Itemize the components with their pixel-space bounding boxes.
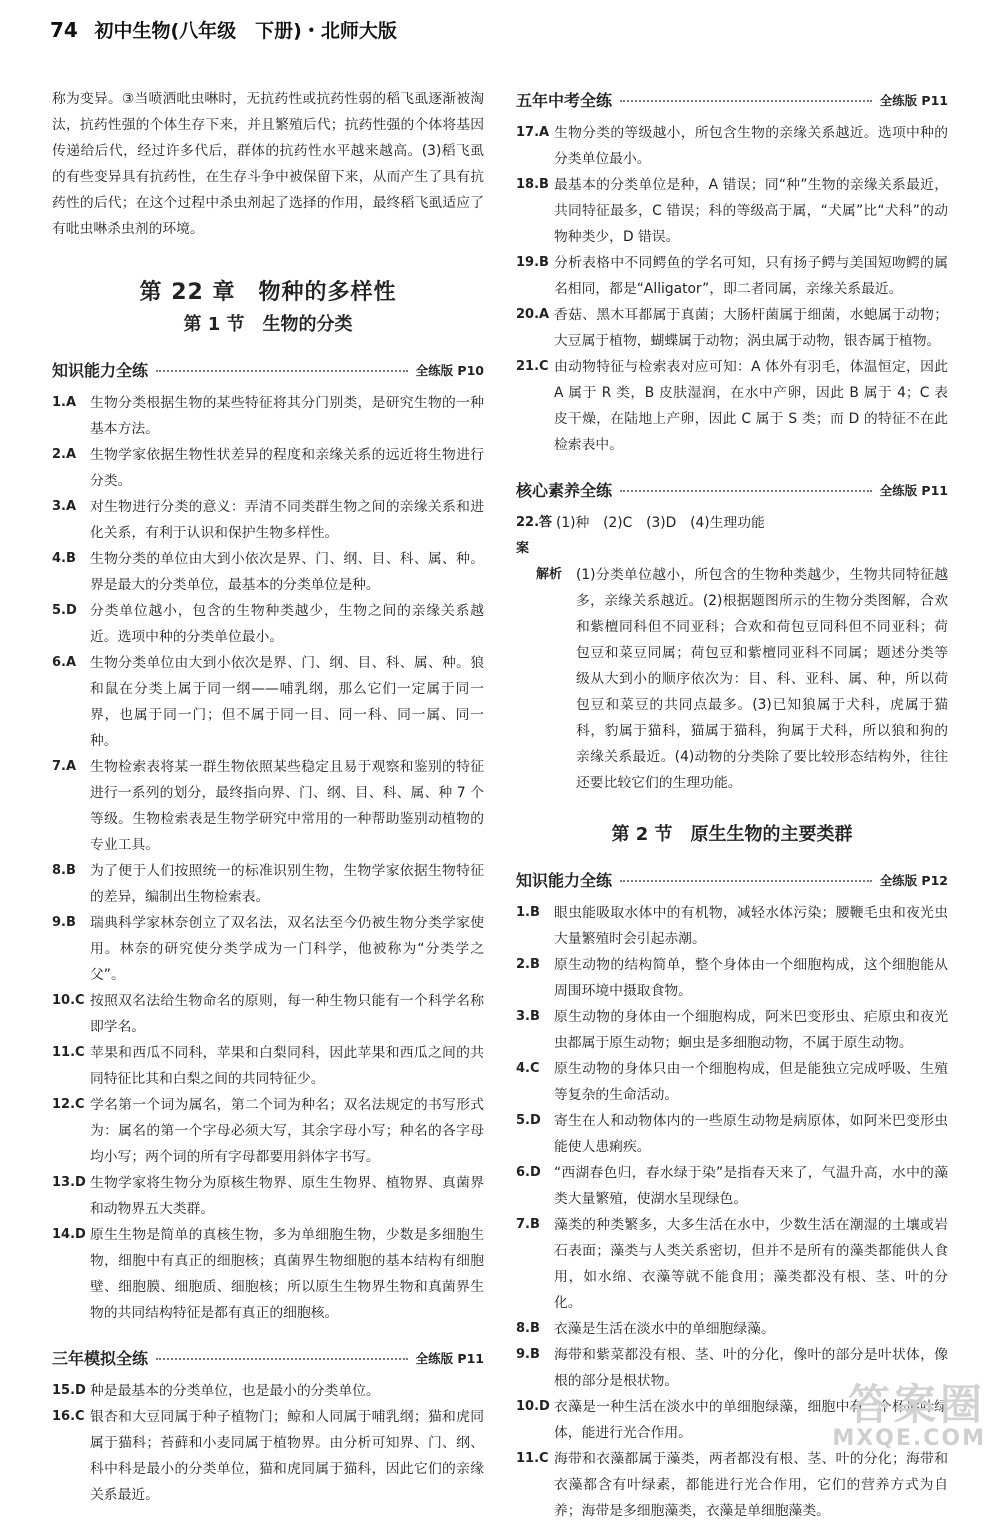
analysis-text: (1)分类单位越小，所包含的生物种类越少，生物共同特征越多，亲缘关系越近。(2)根据题图所示的生物分类图解，合欢和紫檀同科但不同亚科；合欢和荷包豆同科但不同亚科；荷包豆和菜豆同属；荷包豆和紫檀同亚科不同属；题述分类等级从大到小的顺序依次为：目、科、亚科、属、种，所以荷包豆和菜豆的共同点最多。(3)已知狼属于犬科，虎属于猫科，豹属于猫科，猫属于猫科，狗属于犬科，所以狼和狗的亲缘关系最近。(4)动物的分类除了要比较形态结构外，往往还要比较它们的生理功能。 <box>576 567 948 791</box>
answer-text: 分类单位越小，包含的生物种类越少，生物之间的亲缘关系越近。选项中种的分类单位最小。 <box>90 603 484 645</box>
answer-text: 生物分类的单位由大到小依次是界、门、纲、目、科、属、种。界是最大的分类单位，最基本的分类单位是种。 <box>90 551 484 593</box>
answer-number: 6.A <box>52 655 77 670</box>
answer-text: 生物检索表将某一群生物依照某些稳定且易于观察和鉴别的特征进行一系列的划分，最终指向界、门、纲、目、科、属、种 7 个等级。生物检索表是生物学研究中常用的一种帮助鉴别动植物的专业工具。 <box>90 759 484 853</box>
answer-number: 14.D <box>52 1227 86 1242</box>
answer-text: 原生动物的身体由一个细胞构成，阿米巴变形虫、疟原虫和夜光虫都属于原生动物；蛔虫是多细胞动物，不属于原生动物。 <box>554 1009 948 1051</box>
watermark-logo: 答案圈 <box>847 1380 986 1429</box>
dotted-leader <box>620 880 872 882</box>
answer-number: 2.B <box>516 957 540 972</box>
answer-item <box>516 1316 948 1342</box>
answer-number: 9.B <box>516 1347 540 1362</box>
answer-item <box>516 952 948 1004</box>
section-bar <box>516 866 948 896</box>
answer-number: 1.A <box>52 395 77 410</box>
answer-item <box>52 494 484 546</box>
answer-list <box>52 390 484 1326</box>
answer-number: 19.B <box>516 255 549 270</box>
right-column <box>516 86 948 1524</box>
dotted-leader <box>156 1358 408 1360</box>
answer-text: 寄生在人和动物体内的一些原生动物是病原体，如阿米巴变形虫能使人患痢疾。 <box>554 1113 948 1155</box>
answer-text: 瑞典科学家林奈创立了双名法，双名法至今仍被生物分类学家使用。林奈的研究使分类学成为一门科学，他被称为“分类学之父”。 <box>90 915 484 983</box>
answer-text: 原生生物是简单的真核生物，多为单细胞生物，少数是多细胞生物，细胞中有真正的细胞核；真菌界生物细胞的基本结构有细胞壁、细胞膜、细胞质、细胞核；所以原生生物界生物和真菌界生物的共同结构特征是都有真正的细胞核。 <box>90 1227 484 1321</box>
watermark-url: MXQE.COM <box>832 1426 986 1451</box>
answer-number: 13.D <box>52 1175 86 1190</box>
answer-text: 藻类的种类繁多，大多生活在水中，少数生活在潮湿的土壤或岩石表面；藻类与人类关系密切，但并不是所有的藻类都能供人食用，如水绵、衣藻等就不能食用；藻类都没有根、茎、叶的分化。 <box>554 1217 948 1311</box>
answer-text: “西湖春色归，春水绿于染”是指春天来了，气温升高，水中的藻类大量繁殖，使湖水呈现绿色。 <box>554 1165 948 1207</box>
bar-title: 知识能力全练 <box>52 361 149 380</box>
answer-text: 眼虫能吸取水体中的有机物，减轻水体污染；腰鞭毛虫和夜光虫大量繁殖时会引起赤潮。 <box>554 905 948 947</box>
answer-text: 学名第一个词为属名，第二个词为种名；双名法规定的书写形式为：属名的第一个字母必须大写，其余字母小写；种名的各字母均小写；两个词的所有字母都要用斜体字书写。 <box>90 1097 484 1165</box>
answer-number: 7.B <box>516 1217 540 1232</box>
section-bar <box>52 1344 484 1374</box>
answer-item <box>516 120 948 172</box>
chapter-title: 第 22 章 物种的多样性 <box>139 280 397 305</box>
answer-item <box>516 302 948 354</box>
answer-text: 最基本的分类单位是种，A 错误；同“种”生物的亲缘关系最近，共同特征最多，C 错误；科的等级高于属，“犬属”比“犬科”的动物种类少，D 错误。 <box>554 177 948 245</box>
answer-text: 海带和紫菜都没有根、茎、叶的分化，像叶的部分是叶状体，像根的部分是根状物。 <box>554 1347 948 1389</box>
answer-item <box>52 390 484 442</box>
answer-number: 16.C <box>52 1409 85 1424</box>
answer-list <box>516 120 948 458</box>
answer-number: 5.D <box>52 603 77 618</box>
section-bar <box>516 476 948 506</box>
answer-item <box>52 858 484 910</box>
answer-number: 6.D <box>516 1165 541 1180</box>
answer-item <box>52 1378 484 1404</box>
analysis-label: 解析 <box>536 567 563 582</box>
answer-item <box>52 1040 484 1092</box>
answer-number: 4.C <box>516 1061 540 1076</box>
dotted-leader <box>156 370 408 372</box>
answer-number: 8.B <box>516 1321 540 1336</box>
answer-number: 11.C <box>516 1451 549 1466</box>
answer-number: 9.B <box>52 915 76 930</box>
answer-item <box>52 1222 484 1326</box>
bar-title: 五年中考全练 <box>516 91 613 110</box>
answer-number: 2.A <box>52 447 77 462</box>
answer-text: 香菇、黑木耳都属于真菌；大肠杆菌属于细菌，水螅属于动物；大豆属于植物，蝴蝶属于动物；涡虫属于动物，银杏属于植物。 <box>554 307 948 349</box>
answer-text: 分析表格中不同鳄鱼的学名可知，只有扬子鳄与美国短吻鳄的属名相同，都是“Alligator”，即二者同属，亲缘关系最近。 <box>554 255 948 297</box>
answer-number: 12.C <box>52 1097 85 1112</box>
answer-text: 为了便于人们按照统一的标准识别生物，生物学家依据生物特征的差异，编制出生物检索表。 <box>90 863 484 905</box>
answer-number: 4.B <box>52 551 76 566</box>
answer-item <box>516 1056 948 1108</box>
answer-item <box>52 442 484 494</box>
answer-text: 生物分类根据生物的某些特征将其分门别类，是研究生物的一种基本方法。 <box>90 395 484 437</box>
page-header <box>50 16 397 43</box>
answer-item <box>516 172 948 250</box>
answer-item <box>52 598 484 650</box>
answer-item-22 <box>516 510 948 562</box>
bar-page-ref: 全练版 P12 <box>879 873 948 888</box>
section-bar <box>516 86 948 116</box>
answer-text: 生物学家依据生物性状差异的程度和亲缘关系的远近将生物进行分类。 <box>90 447 484 489</box>
bar-title: 核心素养全练 <box>516 481 613 500</box>
answer-number: 20.A <box>516 307 550 322</box>
answer-number: 3.A <box>52 499 77 514</box>
answer-item <box>516 1160 948 1212</box>
answer-number: 3.B <box>516 1009 540 1024</box>
answer-item <box>52 650 484 754</box>
bar-title: 知识能力全练 <box>516 871 613 890</box>
section-title: 第 2 节 原生生物的主要类群 <box>611 824 853 845</box>
answer-item <box>516 1004 948 1056</box>
answer-text: 由动物特征与检索表对应可知：A 体外有羽毛，体温恒定，因此 A 属于 R 类，B 皮肤湿润，在水中产卵，因此 B 属于 4；C 表皮干燥，在陆地上产卵，因此 C 属于 S 类；而 D 的特征不在此检索表中。 <box>554 359 948 453</box>
answer-number: 1.B <box>516 905 540 920</box>
answer-number: 21.C <box>516 359 549 374</box>
answer-text: 苹果和西瓜不同科，苹果和白梨同科，因此苹果和西瓜之间的共同特征比其和白梨之间的共同特征少。 <box>90 1045 484 1087</box>
answer-text: 按照双名法给生物命名的原则，每一种生物只能有一个科学名称即学名。 <box>90 993 484 1035</box>
answer-item <box>52 754 484 858</box>
answer-text: 生物分类单位由大到小依次是界、门、纲、目、科、属、种。狼和鼠在分类上属于同一纲——哺乳纲，那么它们一定属于同一界，也属于同一门；但不属于同一目、同一科、同一属、同一种。 <box>90 655 484 749</box>
answer-text: 生物学家将生物分为原核生物界、原生生物界、植物界、真菌界和动物界五大类群。 <box>90 1175 484 1217</box>
answer-item <box>516 1446 948 1524</box>
answer-item <box>52 1170 484 1222</box>
answer-number: 10.C <box>52 993 85 1008</box>
bar-page-ref: 全练版 P11 <box>879 483 948 498</box>
answer-list <box>52 1378 484 1508</box>
bar-title: 三年模拟全练 <box>52 1349 149 1368</box>
bar-page-ref: 全练版 P11 <box>879 93 948 108</box>
answer-number: 18.B <box>516 177 549 192</box>
answer-item <box>516 900 948 952</box>
watermark <box>832 1380 986 1451</box>
answer-item <box>516 1212 948 1316</box>
bar-page-ref: 全练版 P11 <box>415 1351 484 1366</box>
answer-text: 原生动物的身体只由一个细胞构成，但是能独立完成呼吸、生殖等复杂的生命活动。 <box>554 1061 948 1103</box>
answer-text: 生物分类的等级越小，所包含生物的亲缘关系越近。选项中种的分类单位最小。 <box>554 125 948 167</box>
section-title: 第 1 节 生物的分类 <box>183 314 353 335</box>
answer-text: 衣藻是生活在淡水中的单细胞绿藻。 <box>554 1321 775 1337</box>
dotted-leader <box>620 100 872 102</box>
intro-paragraph: 称为变异。③当喷洒吡虫啉时，无抗药性或抗药性弱的稻飞虱逐渐被淘汰，抗药性强的个体生存下来，并且繁殖后代；抗药性强的个体将基因传递给后代，经过许多代后，群体的抗药性水平越来越高。(3)稻飞虱的有些变异具有抗药性，在生存斗争中被保留下来，从而产生了具有抗药性的后代；在这个过程中杀虫剂起了选择的作用，最终稻飞虱适应了有吡虫啉杀虫剂的环境。 <box>52 91 484 237</box>
page-number: 74 <box>50 18 78 42</box>
answer-number: 17.A <box>516 125 550 140</box>
section-bar <box>52 356 484 386</box>
answer-item <box>516 354 948 458</box>
answer-number: 10.D <box>516 1399 550 1414</box>
answer-number: 15.D <box>52 1383 86 1398</box>
answer-number: 7.A <box>52 759 77 774</box>
analysis-item-22 <box>516 562 948 796</box>
answer-text: 原生动物的结构简单，整个身体由一个细胞构成，这个细胞能从周围环境中摄取食物。 <box>554 957 948 999</box>
answer-text: 海带和衣藻都属于藻类，两者都没有根、茎、叶的分化；海带和衣藻都含有叶绿素，都能进行光合作用，它们的营养方式为自养；海带是多细胞藻类，衣藻是单细胞藻类。 <box>554 1451 948 1519</box>
answer-text: 衣藻是一种生活在淡水中的单细胞绿藻，细胞中有一个杯形叶绿体，能进行光合作用。 <box>554 1399 948 1441</box>
answer-number: 22.答案 <box>516 515 553 556</box>
answer-number: 5.D <box>516 1113 541 1128</box>
answer-text: 对生物进行分类的意义：弄清不同类群生物之间的亲缘关系和进化关系，有利于认识和保护生物多样性。 <box>90 499 484 541</box>
bar-page-ref: 全练版 P10 <box>415 363 484 378</box>
left-column <box>52 86 484 1508</box>
book-title: 初中生物(八年级 下册)・北师大版 <box>94 20 397 42</box>
answer-number: 8.B <box>52 863 76 878</box>
answer-item <box>516 1108 948 1160</box>
answer-item <box>52 910 484 988</box>
answer-number: 11.C <box>52 1045 85 1060</box>
answer-item <box>52 1092 484 1170</box>
answer-text: (1)种 (2)C (3)D (4)生理功能 <box>556 515 765 531</box>
answer-text: 银杏和大豆同属于种子植物门；鲸和人同属于哺乳纲；猫和虎同属于猫科；苔藓和小麦同属于植物界。由分析可知界、门、纲、科中科是最小的分类单位，猫和虎同属于猫科，因此它们的亲缘关系最近。 <box>90 1409 484 1503</box>
answer-item <box>52 988 484 1040</box>
answer-item <box>516 250 948 302</box>
dotted-leader <box>620 490 872 492</box>
answer-item <box>52 546 484 598</box>
answer-item <box>52 1404 484 1508</box>
answer-text: 种是最基本的分类单位，也是最小的分类单位。 <box>90 1383 380 1399</box>
